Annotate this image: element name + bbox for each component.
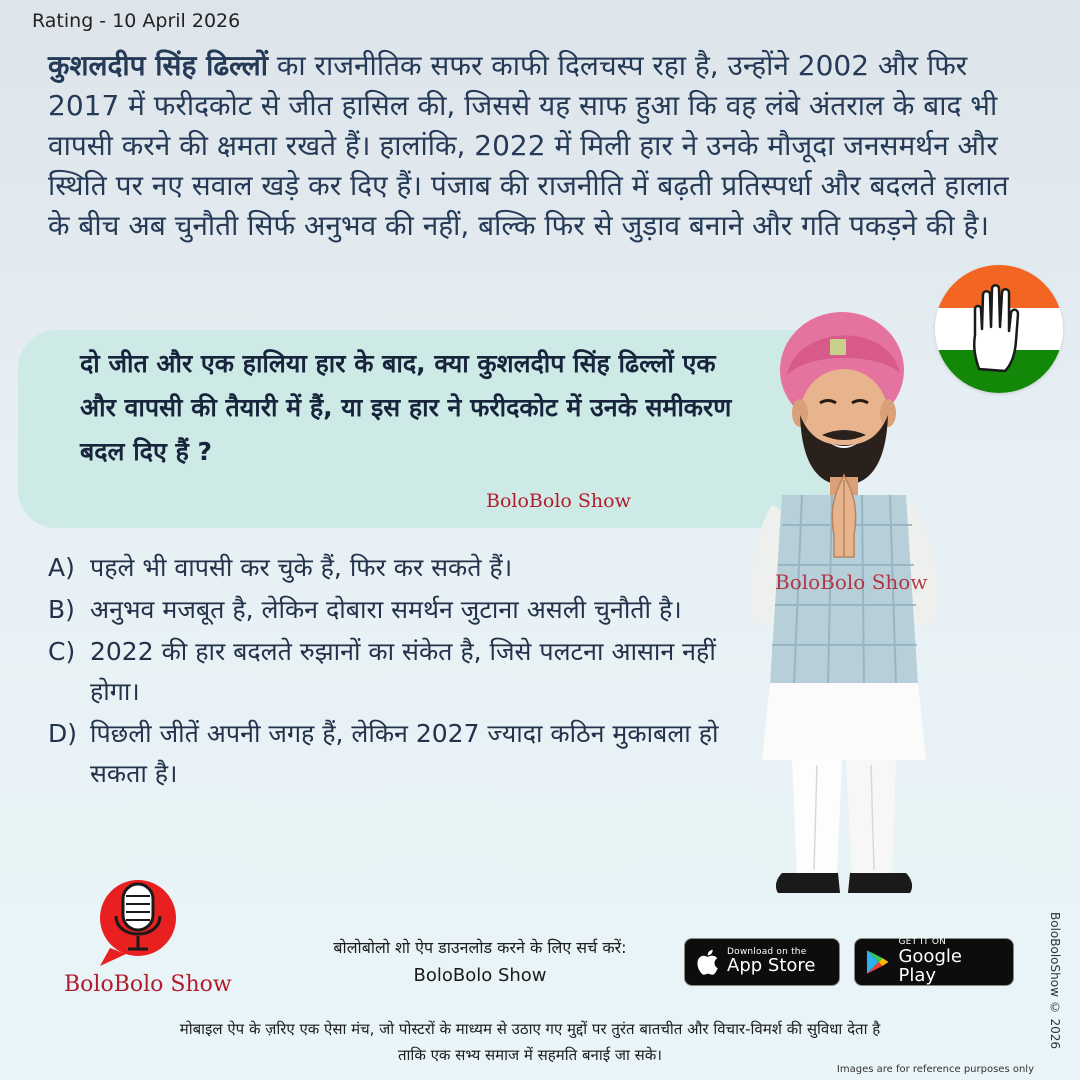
app-search-note [280,934,680,990]
rating-date: Rating - 10 April 2026 [32,10,241,32]
option-text: पहले भी वापसी कर चुके हैं, फिर कर सकते हैं। [90,553,513,582]
option-text: 2022 की हार बदलते रुझानों का संकेत है, जिसे पलटना आसान नहीं होगा। [90,637,716,706]
brand-name: BoloBolo Show [64,972,232,997]
option-text: पिछली जीतें अपनी जगह हैं, लेकिन 2027 ज्यादा कठिन मुकाबला हो सकता है। [90,719,719,788]
option-c[interactable] [48,632,738,712]
answer-options [48,548,738,796]
intro-text: का राजनीतिक सफर काफी दिलचस्प रहा है, उन्होंने 2002 और फिर 2017 में फरीदकोट से जीत हासिल की, जिससे यह साफ हुआ कि वह लंबे अंतराल के बाद भी वापसी करने की क्षमता रखते हैं। हालांकि, 2022 में मिली हार ने उनके मौजूदा जनसमर्थन और स्थिति पर नए सवाल खड़े कर दिए हैं। पंजाब की राजनीति में बढ़ती प्रतिस्पर्धा और बदलते हालात के बीच अब चुनौती सिर्फ अनुभव की नहीं, बल्कि फिर से जुड़ाव बनाने और गति पकड़ने की है। [48,49,1009,242]
bubble-watermark: BoloBolo Show [486,490,631,512]
google-play-icon [865,948,890,976]
option-letter: D) [48,719,78,748]
option-letter: A) [48,553,75,582]
figure-watermark: BoloBolo Show [775,570,928,594]
appstore-label: App Store [727,955,816,977]
disclaimer-text: Images are for reference purposes only [836,1064,1034,1075]
option-letter: C) [48,637,76,666]
option-d[interactable] [48,714,738,794]
option-b[interactable] [48,590,738,630]
search-app-name: BoloBolo Show [413,965,547,986]
copyright-text: BoloBoloShow © 2026 [1048,912,1062,1050]
option-text: अनुभव मजबूत है, लेकिन दोबारा समर्थन जुटाना असली चुनौती है। [90,595,682,624]
appstore-small-label: Download on the [727,946,807,957]
google-play-button[interactable] [854,938,1014,986]
intro-paragraph [48,46,1038,246]
question-text: दो जीत और एक हालिया हार के बाद, क्या कुशलदीप सिंह ढिल्लों एक और वापसी की तैयारी में हैं, या इस हार ने फरीदकोट में उनके समीकरण बदल दिए हैं ? [80,349,732,466]
search-instruction: बोलोबोलो शो ऐप डाउनलोड करने के लिए सर्च करें: [333,938,627,957]
candidate-name: कुशलदीप सिंह ढिल्लों [48,49,268,82]
question-bubble [18,330,848,528]
caricature-figure [742,295,972,910]
footer-text [30,1016,1030,1068]
app-store-button[interactable] [684,938,840,986]
footer-line-2: ताकि एक सभ्य समाज में सहमति बनाई जा सके। [398,1046,662,1064]
googleplay-label: Google Play [898,945,962,986]
option-a[interactable] [48,548,738,588]
footer-line-1: मोबाइल ऐप के ज़रिए एक ऐसा मंच, जो पोस्टरों के माध्यम से उठाए गए मुद्दों पर तुरंत बातचीत और विचार-विमर्श की सुविधा देता है [179,1020,881,1038]
option-letter: B) [48,595,75,624]
googleplay-small-label: GET IT ON [898,937,947,948]
apple-icon [695,948,719,976]
